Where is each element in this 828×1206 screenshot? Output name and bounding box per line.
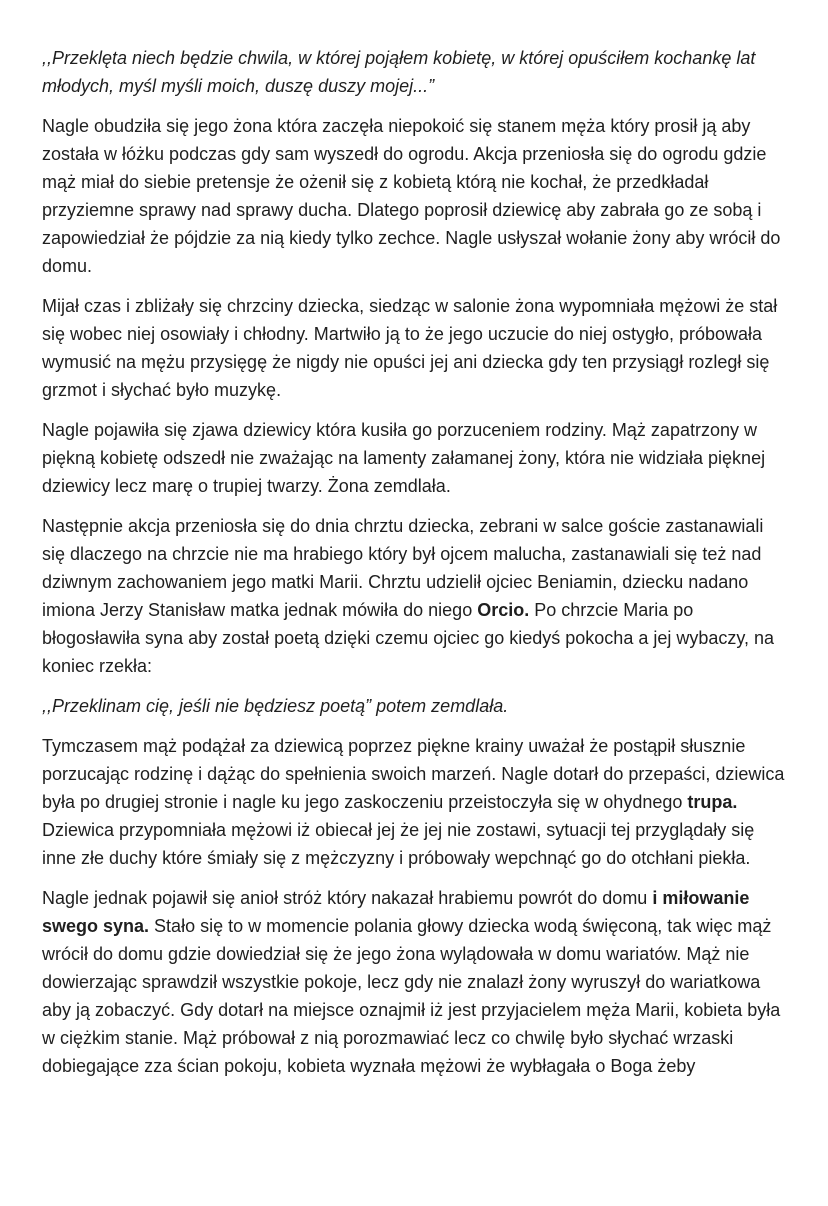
paragraph: [42, 692, 786, 720]
paragraph: [42, 732, 786, 872]
text-run: Następnie akcja przeniosła się do dnia chrztu dziecka, zebrani w salce goście zastanawiali się dlaczego na chrzcie nie ma hrabiego który był ojcem malucha, zastanawiali się też nad dziwnym zachowaniem jego matki Marii. Chrztu udzielił ojciec Beniamin, dziecku nadano imiona Jerzy Stanisław matka jednak mówiła do niego: [42, 516, 764, 620]
text-run: Stało się to w momencie polania głowy dziecka wodą święconą, tak więc mąż wrócił do domu gdzie dowiedział się że jego żona wylądowała w domu wariatów. Mąż nie dowierzając sprawdził wszystkie pokoje, lecz gdy nie znalazł żony wyruszył do wariatkowa aby ją zobaczyć. Gdy dotarł na miejsce oznajmił iż jest przyjacielem męża Marii, kobieta była w ciężkim stanie. Mąż próbował z nią porozmawiać lecz co chwilę było słychać wrzaski dobiegające zza ścian pokoju, kobieta wyznała mężowi że wybłagała o Boga żeby: [42, 916, 781, 1076]
paragraph: [42, 112, 786, 280]
bold-text-run: trupa.: [687, 792, 738, 812]
bold-text-run: i miłowanie swego syna.: [42, 888, 750, 936]
text-run: Nagle obudziła się jego żona która zaczęła niepokoić się stanem męża który prosił ją aby została w łóżku podczas gdy sam wyszedł do ogrodu. Akcja przeniosła się do ogrodu gdzie mąż miał do siebie pretensje że ożenił się z kobietą którą nie kochał, że przedkładał przyziemne sprawy nad sprawy ducha. Dlatego poprosił dziewicę aby zabrała go ze sobą i zapowiedział że pójdzie za nią kiedy tylko zechce. Nagle usłyszał wołanie żony aby wrócił do domu.: [42, 116, 781, 276]
italic-text-run: ,,Przeklęta niech będzie chwila, w której pojąłem kobietę, w której opuściłem kochankę lat młodych, myśl myśli moich, duszę duszy mojej...”: [42, 48, 756, 96]
paragraph: [42, 416, 786, 500]
text-run: Po chrzcie Maria po błogosławiła syna aby został poetą dzięki czemu ojciec go kiedyś pokocha a jej wybaczy, na koniec rzekła:: [42, 600, 775, 676]
paragraph: [42, 884, 786, 1080]
text-run: Nagle pojawiła się zjawa dziewicy która kusiła go porzuceniem rodziny. Mąż zapatrzony w piękną kobietę odszedł nie zważając na lamenty załamanej żony, która nie widziała pięknej dziewicy lecz marę o trupiej twarzy. Żona zemdlała.: [42, 420, 766, 496]
document-body: [42, 44, 786, 1080]
text-run: Tymczasem mąż podążał za dziewicą poprzez piękne krainy uważał że postąpił słusznie porzucając rodzinę i dążąc do spełnienia swoich marzeń. Nagle dotarł do przepaści, dziewica była po drugiej stronie i nagle ku jego zaskoczeniu przeistoczyła się w ohydnego: [42, 736, 785, 812]
paragraph: [42, 512, 786, 680]
paragraph: [42, 292, 786, 404]
text-run: Mijał czas i zbliżały się chrzciny dziecka, siedząc w salonie żona wypomniała mężowi że stał się wobec niej osowiały i chłodny. Martwiło ją to że jego uczucie do niej ostygło, próbowała wymusić na mężu przysięgę że nigdy nie opuści jej ani dziecka gdy ten przysiągł rozległ się grzmot i słychać było muzykę.: [42, 296, 778, 400]
paragraph: [42, 44, 786, 100]
text-run: Nagle jednak pojawił się anioł stróż który nakazał hrabiemu powrót do domu: [42, 888, 653, 908]
text-run: Dziewica przypomniała mężowi iż obiecał jej że jej nie zostawi, sytuacji tej przyglądały się inne złe duchy które śmiały się z mężczyzny i próbowały wepchnąć go do otchłani piekła.: [42, 820, 755, 868]
bold-text-run: Orcio.: [477, 600, 530, 620]
italic-text-run: ,,Przeklinam cię, jeśli nie będziesz poetą” potem zemdlała.: [42, 696, 509, 716]
